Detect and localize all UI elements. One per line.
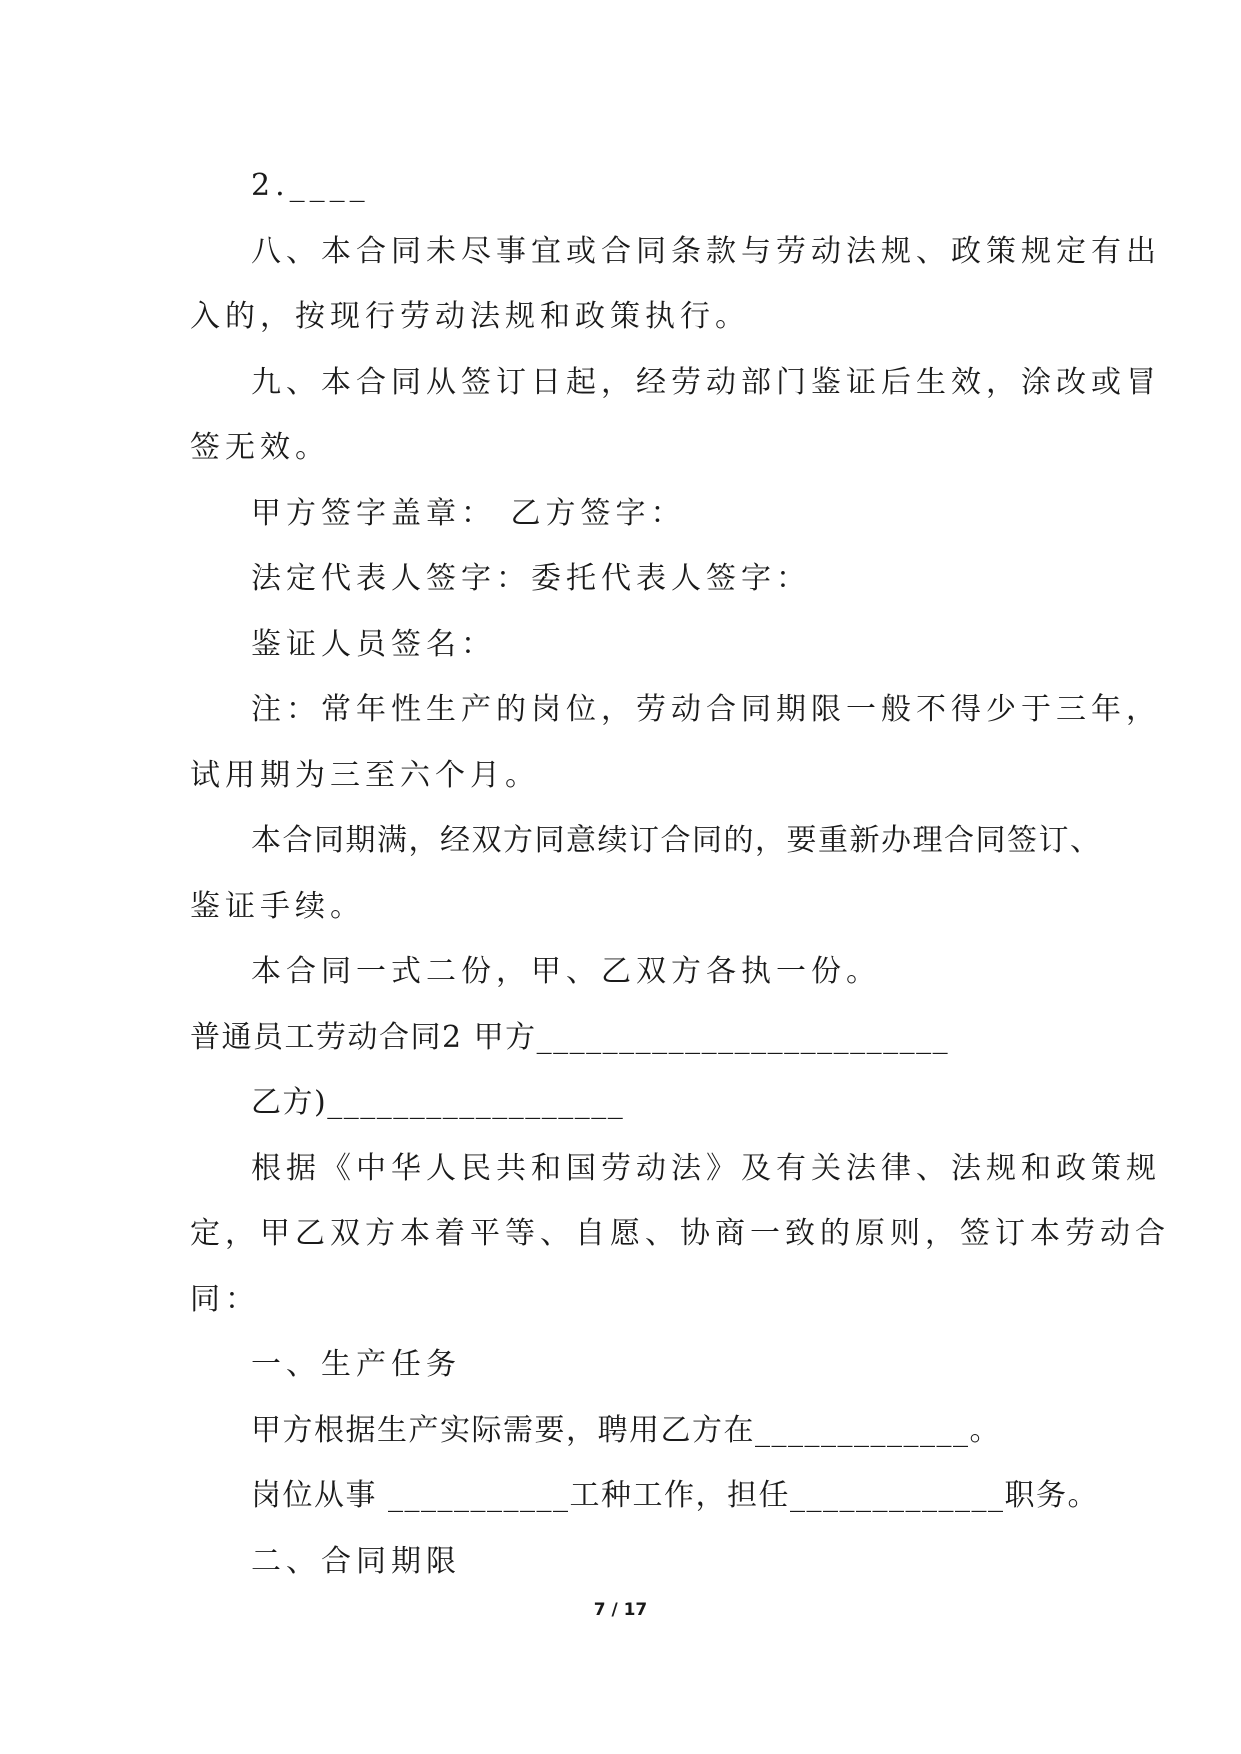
- text-line: 八、本合同未尽事宜或合同条款与劳动法规、政策规定有出: [251, 234, 1161, 269]
- text-line: 鉴证人员签名：: [251, 627, 496, 662]
- text-line: 甲方根据生产实际需要，聘用乙方在_____________。: [251, 1413, 1001, 1448]
- text-line: 九、本合同从签订日起，经劳动部门鉴证后生效，涂改或冒: [251, 365, 1161, 400]
- text-line: 普通员工劳动合同2 甲方_________________________: [190, 1020, 950, 1055]
- text-line: 乙方)__________________: [251, 1085, 625, 1120]
- text-line: 鉴证手续。: [190, 889, 365, 924]
- text-line: 注：常年性生产的岗位，劳动合同期限一般不得少于三年，: [251, 692, 1161, 727]
- text-line: 本合同一式二份，甲、乙双方各执一份。: [251, 954, 881, 989]
- text-line: 试用期为三至六个月。: [190, 758, 540, 793]
- text-line: 签无效。: [190, 430, 330, 465]
- text-line: 同：: [190, 1282, 260, 1317]
- text-line: 一、生产任务: [251, 1347, 461, 1382]
- text-line: 2.____: [251, 168, 370, 203]
- text-line: 法定代表人签字：委托代表人签字：: [251, 561, 811, 596]
- text-line: 本合同期满，经双方同意续订合同的，要重新办理合同签订、: [251, 823, 1102, 858]
- page-number: 7 / 17: [593, 1600, 648, 1620]
- text-line: 二、合同期限: [251, 1544, 461, 1579]
- text-line: 根据《中华人民共和国劳动法》及有关法律、法规和政策规: [251, 1151, 1161, 1186]
- text-line: 定，甲乙双方本着平等、自愿、协商一致的原则，签订本劳动合: [190, 1216, 1170, 1251]
- text-line: 岗位从事 ___________工种工作，担任_____________职务。: [251, 1478, 1100, 1513]
- text-line: 甲方签字盖章： 乙方签字：: [251, 496, 686, 531]
- text-line: 入的，按现行劳动法规和政策执行。: [190, 299, 750, 334]
